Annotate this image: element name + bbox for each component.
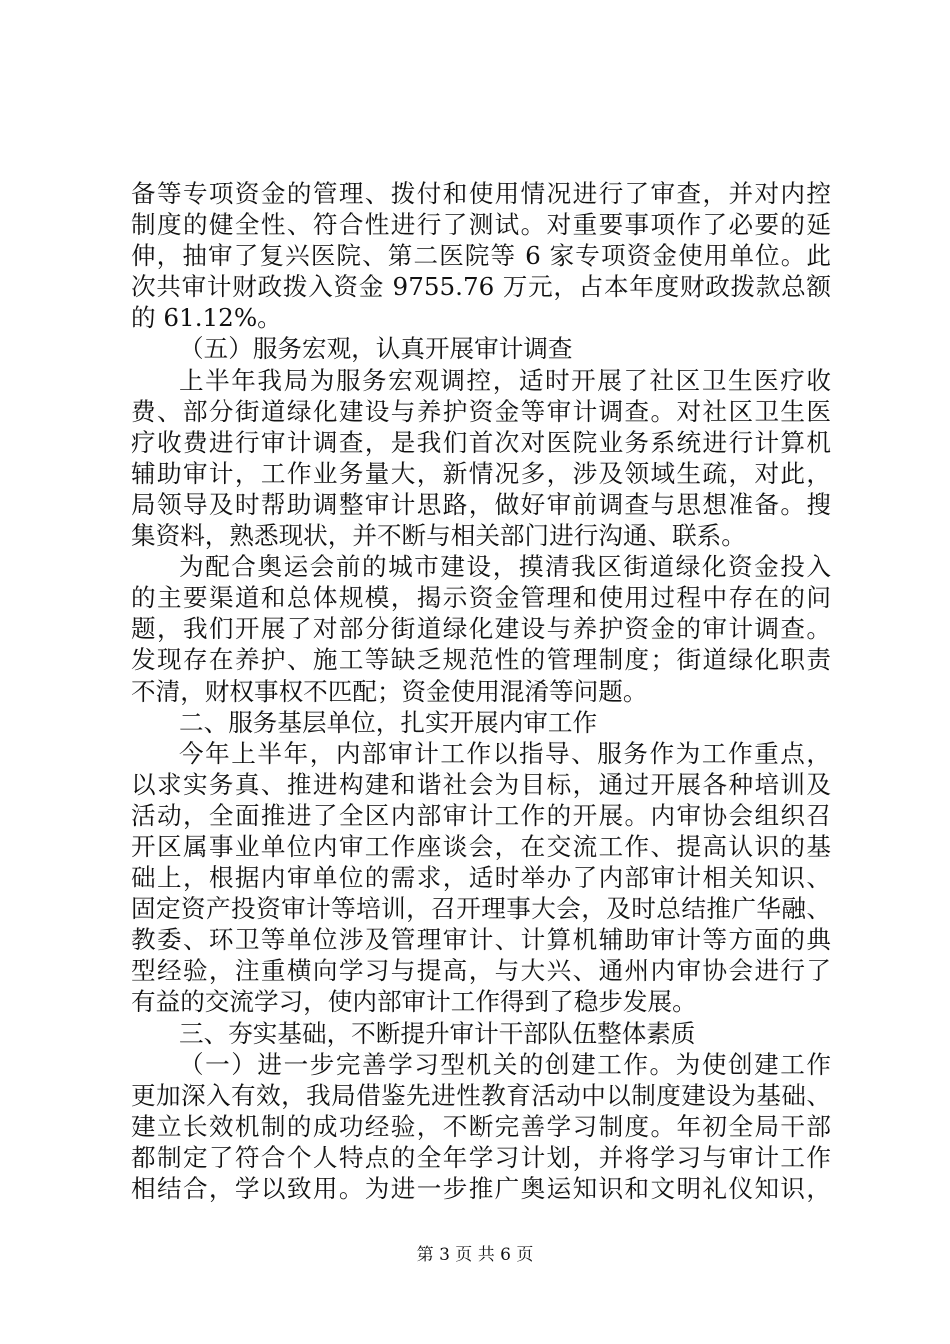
- text-line: 教委、环卫等单位涉及管理审计、计算机辅助审计等方面的典: [131, 925, 831, 955]
- text-line: 集资料，熟悉现状，并不断与相关部门进行沟通、联系。: [131, 521, 746, 551]
- text-line: 以求实务真、推进构建和谐社会为目标，通过开展各种培训及: [131, 769, 831, 799]
- text-line: 活动，全面推进了全区内部审计工作的开展。内审协会组织召: [131, 800, 831, 830]
- text-line: 更加深入有效，我局借鉴先进性教育活动中以制度建设为基础、: [131, 1080, 831, 1110]
- text-line: 今年上半年，内部审计工作以指导、服务作为工作重点，: [179, 738, 831, 768]
- text-line: 发现存在养护、施工等缺乏规范性的管理制度；街道绿化职责: [131, 645, 831, 675]
- text-line: 三、夯实基础，不断提升审计干部队伍整体素质: [179, 1018, 696, 1048]
- text-line: 的主要渠道和总体规模，揭示资金管理和使用过程中存在的问: [131, 583, 831, 613]
- text-line: 型经验，注重横向学习与提高，与大兴、通州内审协会进行了: [131, 956, 831, 986]
- text-line: （五）服务宏观，认真开展审计调查: [179, 334, 573, 364]
- text-line: 辅助审计，工作业务量大，新情况多，涉及领域生疏，对此，: [131, 458, 831, 488]
- text-line: 备等专项资金的管理、拨付和使用情况进行了审查，并对内控: [131, 179, 831, 208]
- text-line: 都制定了符合个人特点的全年学习计划，并将学习与审计工作: [131, 1142, 831, 1172]
- text-line: 疗收费进行审计调查，是我们首次对医院业务系统进行计算机: [131, 427, 831, 457]
- text-line: 固定资产投资审计等培训，召开理事大会，及时总结推广华融、: [131, 894, 831, 924]
- text-line: 上半年我局为服务宏观调控，适时开展了社区卫生医疗收: [179, 365, 831, 395]
- text-line: 伸，抽审了复兴医院、第二医院等 6 家专项资金使用单位。此: [131, 241, 831, 271]
- text-line: 费、部分街道绿化建设与养护资金等审计调查。对社区卫生医: [131, 396, 831, 426]
- text-line: 次共审计财政拨入资金 9755.76 万元，占本年度财政拨款总额: [131, 272, 831, 302]
- text-line: 为配合奥运会前的城市建设，摸清我区街道绿化资金投入: [179, 552, 831, 582]
- text-line: 建立长效机制的成功经验，不断完善学习制度。年初全局干部: [131, 1111, 831, 1141]
- text-line: 不清，财权事权不匹配；资金使用混淆等问题。: [131, 676, 648, 706]
- text-line: 局领导及时帮助调整审计思路，做好审前调查与思想准备。搜: [131, 489, 831, 519]
- document-body: [131, 178, 831, 1204]
- text-line: 题，我们开展了对部分街道绿化建设与养护资金的审计调查。: [131, 614, 831, 644]
- text-line: 相结合，学以致用。为进一步推广奥运知识和文明礼仪知识，: [131, 1174, 831, 1203]
- text-line: 的 61.12%。: [131, 303, 282, 333]
- text-line: （一）进一步完善学习型机关的创建工作。为使创建工作: [179, 1049, 831, 1079]
- text-line: 开区属事业单位内审工作座谈会，在交流工作、提高认识的基: [131, 831, 831, 861]
- text-line: 二、服务基层单位，扎实开展内审工作: [179, 707, 598, 737]
- page-footer: 第 3 页 共 6 页: [416, 1245, 534, 1265]
- text-line: 有益的交流学习，使内部审计工作得到了稳步发展。: [131, 987, 697, 1017]
- text-line: 础上，根据内审单位的需求，适时举办了内部审计相关知识、: [131, 863, 831, 893]
- text-line: 制度的健全性、符合性进行了测试。对重要事项作了必要的延: [131, 210, 831, 240]
